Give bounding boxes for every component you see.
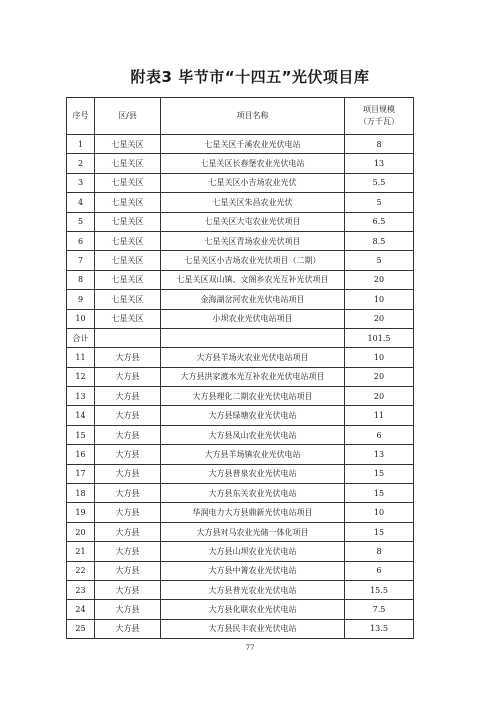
- cell-scale: 11: [345, 406, 414, 425]
- cell-project: 七星关区千溪农业光伏电站: [161, 135, 345, 154]
- cell-district: 大方县: [95, 387, 161, 406]
- cell-scale: 5: [345, 251, 414, 270]
- cell-project: 大方县东关农业光伏电站: [161, 484, 345, 503]
- cell-scale: 15: [345, 484, 414, 503]
- cell-scale: 101.5: [345, 328, 414, 347]
- cell-index: 7: [67, 251, 95, 270]
- cell-index: 11: [67, 348, 95, 367]
- cell-scale: 6: [345, 425, 414, 444]
- cell-index: 16: [67, 445, 95, 464]
- cell-project: 小坝农业光伏电站项目: [161, 309, 345, 328]
- table-row: [67, 270, 414, 289]
- table-row: [67, 367, 414, 386]
- cell-project: 大方县绿塘农业光伏电站: [161, 406, 345, 425]
- table-row: [67, 251, 414, 270]
- cell-scale: 15.5: [345, 580, 414, 599]
- cell-scale: 10: [345, 503, 414, 522]
- cell-project: 大方县化联农业光伏电站: [161, 600, 345, 619]
- cell-district: 大方县: [95, 464, 161, 483]
- table-row: [67, 522, 414, 541]
- cell-project: [161, 328, 345, 347]
- cell-index: 25: [67, 619, 95, 638]
- cell-scale: 8.5: [345, 231, 414, 250]
- cell-scale: 10: [345, 348, 414, 367]
- cell-scale: 6.5: [345, 212, 414, 231]
- cell-district: 大方县: [95, 542, 161, 561]
- cell-scale: 7.5: [345, 600, 414, 619]
- cell-index: 4: [67, 193, 95, 212]
- cell-district: 大方县: [95, 406, 161, 425]
- table-row: [67, 503, 414, 522]
- table-row: [67, 154, 414, 173]
- cell-index: 17: [67, 464, 95, 483]
- table-row: [67, 348, 414, 367]
- cell-index: 23: [67, 580, 95, 599]
- cell-scale: 8: [345, 542, 414, 561]
- cell-index: 21: [67, 542, 95, 561]
- cell-project: 七星关区青场农业光伏项目: [161, 231, 345, 250]
- cell-index: 10: [67, 309, 95, 328]
- cell-index: 24: [67, 600, 95, 619]
- cell-project: 大方县普光农业光伏电站: [161, 580, 345, 599]
- cell-project: 七星关区双山镇、文阁乡农光互补光伏项目: [161, 270, 345, 289]
- project-table: [66, 97, 414, 639]
- cell-project: 大方县山坝农业光伏电站: [161, 542, 345, 561]
- header-index: 序号: [67, 98, 95, 135]
- cell-scale: 5.5: [345, 173, 414, 192]
- cell-index: 18: [67, 484, 95, 503]
- table-row: [67, 173, 414, 192]
- cell-scale: 15: [345, 522, 414, 541]
- cell-scale: 20: [345, 367, 414, 386]
- table-row: [67, 619, 414, 638]
- cell-district: 七星关区: [95, 309, 161, 328]
- table-row: [67, 542, 414, 561]
- cell-project: 金海湖岔河农业光伏电站项目: [161, 290, 345, 309]
- cell-project: 大方县凤山农业光伏电站: [161, 425, 345, 444]
- cell-scale: 15: [345, 464, 414, 483]
- cell-project: 七星关区小吉场农业光伏: [161, 173, 345, 192]
- cell-district: 大方县: [95, 561, 161, 580]
- cell-scale: 20: [345, 387, 414, 406]
- table-row: [67, 406, 414, 425]
- cell-index: 14: [67, 406, 95, 425]
- table-row: [67, 231, 414, 250]
- cell-index: 22: [67, 561, 95, 580]
- header-district: 区/县: [95, 98, 161, 135]
- cell-district: 七星关区: [95, 290, 161, 309]
- cell-project: 大方县洪家渡水光互补农业光伏电站项目: [161, 367, 345, 386]
- table-row: [67, 212, 414, 231]
- cell-district: 大方县: [95, 522, 161, 541]
- cell-index: 20: [67, 522, 95, 541]
- table-row: [67, 600, 414, 619]
- cell-district: 七星关区: [95, 251, 161, 270]
- cell-district: 七星关区: [95, 154, 161, 173]
- cell-project: 七星关区长春堡农业光伏电站: [161, 154, 345, 173]
- cell-project: 七星关区大屯农业光伏项目: [161, 212, 345, 231]
- cell-district: 大方县: [95, 619, 161, 638]
- cell-scale: 13.5: [345, 619, 414, 638]
- cell-district: 大方县: [95, 600, 161, 619]
- cell-project: 大方县理化二期农业光伏电站项目: [161, 387, 345, 406]
- table-row: [67, 328, 414, 347]
- cell-district: 大方县: [95, 445, 161, 464]
- cell-district: 七星关区: [95, 212, 161, 231]
- header-scale-line1: 项目规模: [363, 105, 395, 114]
- cell-index: 2: [67, 154, 95, 173]
- cell-scale: 8: [345, 135, 414, 154]
- header-scale: [345, 98, 414, 135]
- cell-district: 七星关区: [95, 193, 161, 212]
- cell-project: 大方县普泉农业光伏电站: [161, 464, 345, 483]
- table-row: [67, 445, 414, 464]
- table-row: [67, 135, 414, 154]
- cell-index: 合计: [67, 328, 95, 347]
- cell-district: 大方县: [95, 484, 161, 503]
- page-title: 附表3 毕节市“十四五”光伏项目库: [130, 68, 370, 86]
- cell-scale: 13: [345, 154, 414, 173]
- cell-index: 15: [67, 425, 95, 444]
- cell-index: 19: [67, 503, 95, 522]
- cell-scale: 20: [345, 270, 414, 289]
- cell-project: 大方县中箐农业光伏电站: [161, 561, 345, 580]
- cell-project: 大方县民丰农业光伏电站: [161, 619, 345, 638]
- table-body: [67, 135, 414, 639]
- cell-district: 七星关区: [95, 173, 161, 192]
- cell-index: 1: [67, 135, 95, 154]
- table-row: [67, 561, 414, 580]
- table-row: [67, 425, 414, 444]
- cell-district: 大方县: [95, 503, 161, 522]
- table-row: [67, 464, 414, 483]
- cell-district: 大方县: [95, 580, 161, 599]
- table-row: [67, 580, 414, 599]
- table-row: [67, 193, 414, 212]
- cell-index: 5: [67, 212, 95, 231]
- cell-scale: 5: [345, 193, 414, 212]
- table-row: [67, 309, 414, 328]
- cell-project: 华润电力大方县鼎新光伏电站项目: [161, 503, 345, 522]
- cell-index: 3: [67, 173, 95, 192]
- table-row: [67, 290, 414, 309]
- cell-index: 12: [67, 367, 95, 386]
- cell-project: 大方县羊场火农业光伏电站项目: [161, 348, 345, 367]
- header-project: 项目名称: [161, 98, 345, 135]
- cell-scale: 10: [345, 290, 414, 309]
- cell-index: 6: [67, 231, 95, 250]
- cell-project: 大方县对马农业光储一体化项目: [161, 522, 345, 541]
- table-row: [67, 387, 414, 406]
- cell-project: 大方县羊场镇农业光伏电站: [161, 445, 345, 464]
- cell-district: 大方县: [95, 367, 161, 386]
- cell-district: 七星关区: [95, 135, 161, 154]
- cell-project: 七星关区小吉场农业光伏项目（二期）: [161, 251, 345, 270]
- cell-project: 七星关区朱昌农业光伏: [161, 193, 345, 212]
- cell-district: 七星关区: [95, 231, 161, 250]
- page-number: 77: [245, 644, 255, 652]
- cell-index: 8: [67, 270, 95, 289]
- cell-index: 13: [67, 387, 95, 406]
- cell-district: [95, 328, 161, 347]
- cell-scale: 20: [345, 309, 414, 328]
- cell-district: 大方县: [95, 425, 161, 444]
- header-scale-line2: （万千瓦）: [359, 117, 399, 126]
- table-row: [67, 484, 414, 503]
- cell-district: 七星关区: [95, 270, 161, 289]
- cell-scale: 13: [345, 445, 414, 464]
- cell-index: 9: [67, 290, 95, 309]
- cell-scale: 6: [345, 561, 414, 580]
- table-header: [67, 98, 414, 135]
- cell-district: 大方县: [95, 348, 161, 367]
